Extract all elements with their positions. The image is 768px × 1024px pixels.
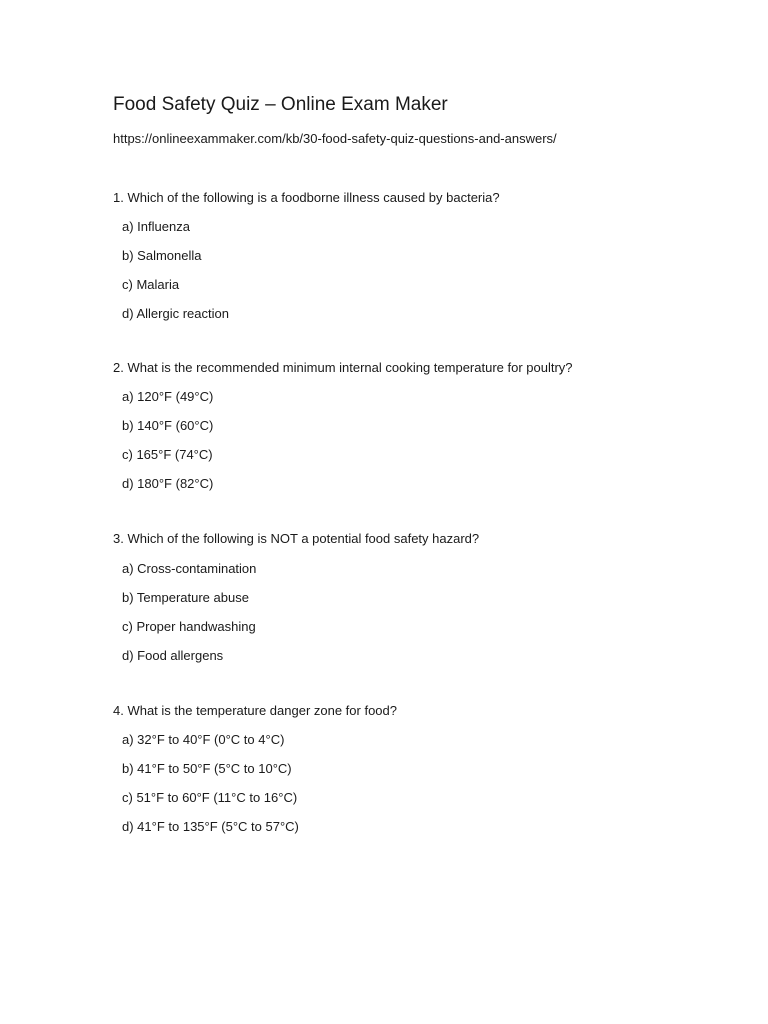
question-1-option-d: d) Allergic reaction bbox=[122, 306, 229, 321]
source-url: https://onlineexammaker.com/kb/30-food-safety-quiz-questions-and-answers/ bbox=[113, 131, 557, 146]
question-2-option-d: d) 180°F (82°C) bbox=[122, 476, 214, 491]
question-1-option-b: b) Salmonella bbox=[122, 248, 202, 263]
question-1-option-c: c) Malaria bbox=[122, 277, 180, 292]
question-1: 1. Which of the following is a foodborne illness caused by bacteria? bbox=[113, 190, 500, 205]
question-2-option-a: a) 120°F (49°C) bbox=[122, 389, 214, 404]
question-3-option-d: d) Food allergens bbox=[122, 648, 224, 663]
page-title: Food Safety Quiz – Online Exam Maker bbox=[113, 94, 448, 115]
question-4: 4. What is the temperature danger zone for food? bbox=[113, 703, 398, 718]
question-1-option-a: a) Influenza bbox=[122, 219, 190, 234]
question-3-option-c: c) Proper handwashing bbox=[122, 619, 256, 634]
question-4-option-c: c) 51°F to 60°F (11°C to 16°C) bbox=[122, 790, 298, 805]
question-3-option-a: a) Cross-contamination bbox=[122, 561, 257, 576]
question-4-option-a: a) 32°F to 40°F (0°C to 4°C) bbox=[122, 732, 285, 747]
question-2-option-b: b) 140°F (60°C) bbox=[122, 418, 214, 433]
question-4-option-b: b) 41°F to 50°F (5°C to 10°C) bbox=[122, 761, 292, 776]
question-3-option-b: b) Temperature abuse bbox=[122, 590, 249, 605]
question-3: 3. Which of the following is NOT a potential food safety hazard? bbox=[113, 531, 480, 546]
question-4-option-d: d) 41°F to 135°F (5°C to 57°C) bbox=[122, 819, 299, 834]
question-2: 2. What is the recommended minimum internal cooking temperature for poultry? bbox=[113, 360, 573, 375]
question-2-option-c: c) 165°F (74°C) bbox=[122, 447, 213, 462]
